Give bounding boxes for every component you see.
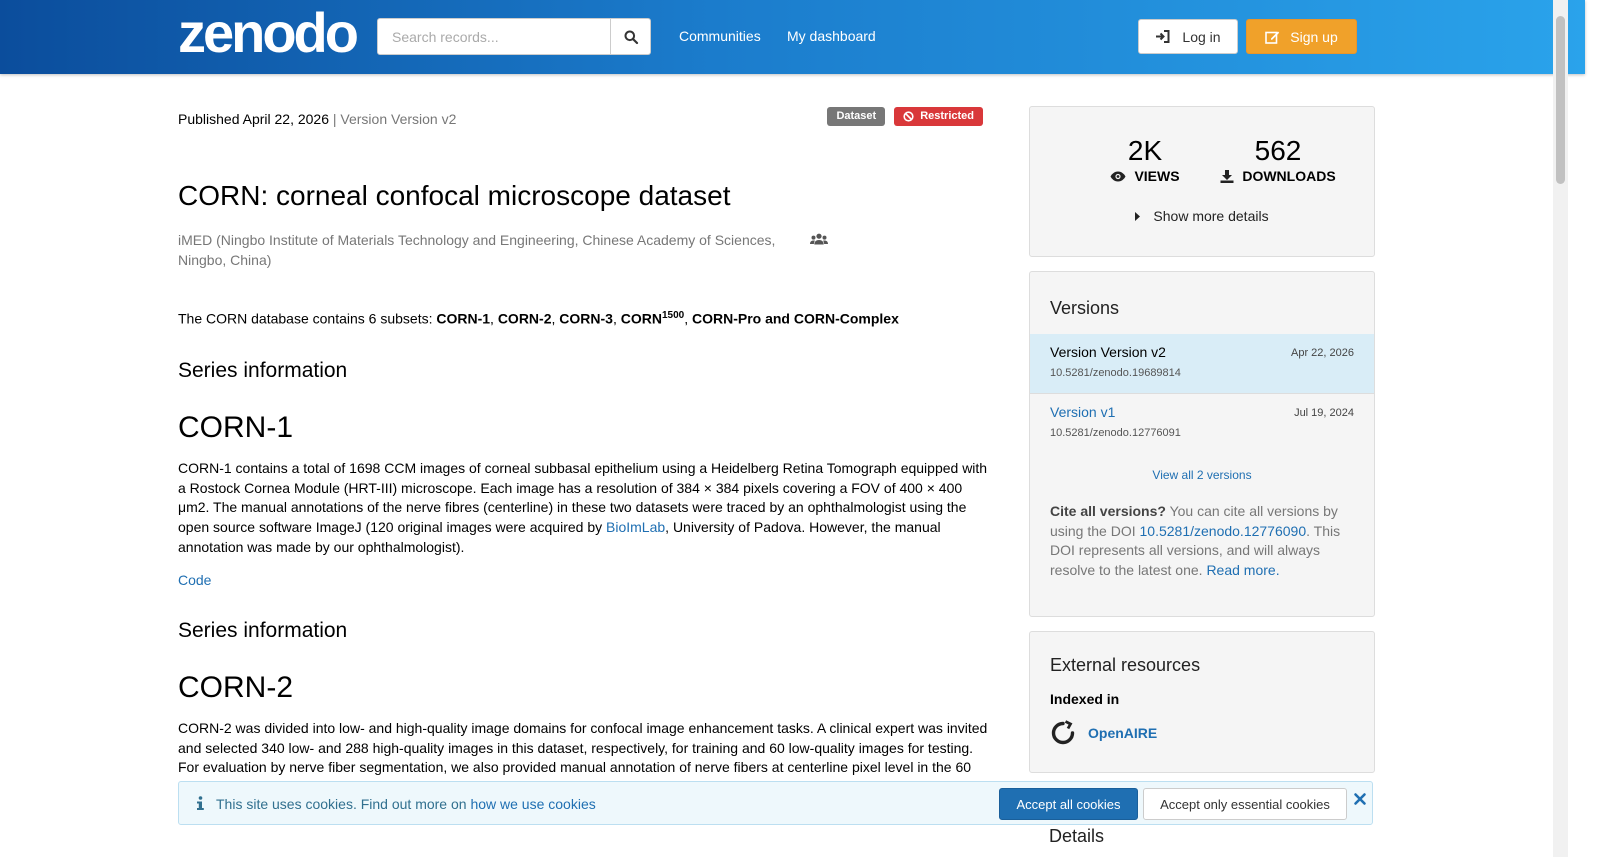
corn-1-text-b: , University of Padova. However, the manual annotation was made by our ophthalmologist).	[178, 519, 941, 555]
cite-all-versions	[1050, 502, 1350, 581]
view-all-versions-link[interactable]: View all 2 versions	[1152, 468, 1252, 482]
external-resources-panel	[1029, 631, 1375, 773]
download-icon	[1220, 169, 1234, 183]
subset-corn-2: CORN-2	[497, 310, 552, 327]
users-icon[interactable]	[810, 233, 828, 245]
versions-panel	[1029, 271, 1375, 617]
stats-panel	[1029, 106, 1375, 257]
cookie-text	[216, 796, 596, 812]
subset-corn-1: CORN-1	[436, 310, 491, 327]
sign-in-icon	[1155, 30, 1170, 43]
version-label: | Version Version v2	[332, 111, 457, 127]
search-icon	[624, 30, 638, 44]
version-date: Apr 22, 2026	[1291, 347, 1354, 359]
views-count: 2K	[1127, 135, 1163, 166]
login-button[interactable]	[1138, 19, 1238, 54]
corn-1-description	[178, 459, 988, 558]
zenodo-logo[interactable]	[178, 1, 356, 64]
signup-label: Sign up	[1290, 28, 1338, 45]
access-status-badge[interactable]	[894, 107, 983, 126]
concept-doi-link[interactable]: 10.5281/zenodo.12776090	[1139, 522, 1307, 539]
nav-my-dashboard[interactable]: My dashboard	[787, 28, 876, 44]
views-stat	[1090, 135, 1200, 184]
version-doi: 10.5281/zenodo.19689814	[1050, 367, 1181, 379]
signup-button[interactable]	[1246, 19, 1357, 54]
versions-title: Versions	[1050, 298, 1120, 318]
series-info-heading: Series information	[178, 359, 348, 382]
subset-corn-1500-sup: 1500	[661, 310, 685, 321]
ban-icon	[903, 111, 914, 122]
version-doi: 10.5281/zenodo.12776091	[1050, 427, 1181, 439]
views-label: VIEWS	[1134, 168, 1180, 184]
version-item-v1[interactable]	[1030, 393, 1374, 452]
code-link[interactable]: Code	[178, 572, 212, 588]
caret-right-icon	[1135, 212, 1141, 221]
openaire-logo-icon	[1050, 720, 1076, 746]
downloads-stat	[1218, 135, 1338, 184]
record-title: CORN: corneal confocal microscope dataset	[178, 180, 731, 211]
version-name: Version Version v2	[1050, 344, 1166, 360]
corn-1-text-a: CORN-1 contains a total of 1698 CCM images of corneal subbasal epithelium using a Heidelberg Retina Tomograph equipped with a Rostock Cornea Module (HRT-III) microscope. Each image has a resolution of 384 × 384 pixels covering a FOV of 400 × 400 μm2. The manual annotations of the nerve fibres (centerline) in these two datasets were traced by an ophthalmologist using the open source software ImageJ (120 original images were acquired by	[178, 460, 988, 536]
info-icon	[196, 796, 204, 810]
resource-type-badge[interactable]: Dataset	[827, 107, 885, 126]
edit-icon	[1265, 30, 1280, 44]
show-more-label: Show more details	[1153, 208, 1269, 224]
cite-text-2: . This DOI represents all versions, and will always resolve to the latest one.	[1050, 522, 1341, 579]
search-button[interactable]	[611, 18, 651, 55]
page-scrollbar[interactable]	[1553, 0, 1568, 857]
svg-text:zenodo: zenodo	[178, 1, 356, 64]
record-intro: The CORN database contains 6 subsets: CORN-1, CORN-2, CORN-3, $CORN^{1500}$, CORN-Pro and CORN-Complex	[178, 310, 899, 327]
top-navbar	[0, 0, 1585, 74]
version-item-v2[interactable]	[1030, 334, 1374, 393]
show-more-details[interactable]	[1030, 208, 1374, 224]
external-resources-title: External resources	[1050, 655, 1201, 675]
subset-corn-3: CORN-3	[559, 310, 613, 327]
openaire-label[interactable]: OpenAIRE	[1088, 725, 1158, 741]
indexed-in-label: Indexed in	[1050, 691, 1120, 707]
accept-all-cookies-button[interactable]: Accept all cookies	[999, 788, 1138, 820]
accept-essential-cookies-button[interactable]: Accept only essential cookies	[1143, 788, 1347, 820]
version-name-link[interactable]: Version v1	[1050, 404, 1116, 420]
eye-icon	[1110, 171, 1126, 182]
openaire-link[interactable]	[1050, 720, 1157, 746]
publication-info	[178, 111, 456, 127]
version-date: Jul 19, 2024	[1294, 407, 1354, 419]
cookie-message: This site uses cookies. Find out more on	[216, 796, 471, 812]
details-title: Details	[1049, 826, 1105, 846]
record-badges	[827, 107, 983, 126]
access-status-label: Restricted	[920, 110, 974, 122]
downloads-label: DOWNLOADS	[1242, 168, 1336, 184]
subset-corn-pro: CORN-Pro and CORN-Complex	[691, 310, 899, 327]
corn-1-heading: CORN-1	[178, 411, 294, 444]
corn-2-heading: CORN-2	[178, 671, 294, 704]
search-bar	[377, 18, 651, 55]
cookie-banner	[178, 781, 1373, 825]
search-input[interactable]	[377, 18, 611, 55]
corn-2-description: CORN-2 was divided into low- and high-quality image domains for confocal image enhancement tasks. A clinical expert was invited and selected 340 low- and 288 high-quality images in this dataset, respectively, for training and 60 low-quality images for testing. For evaluation by nerve fiber segmentation, we also provided manual annotation of nerve fibers at centerline pixel level in the 60	[178, 720, 988, 776]
read-more-link[interactable]: Read more.	[1206, 562, 1280, 579]
subset-corn-1500: CORN	[620, 310, 662, 327]
cite-bold: Cite all versions?	[1050, 503, 1166, 519]
series-info-heading-2: Series information	[178, 619, 348, 642]
close-icon[interactable]	[1354, 793, 1366, 805]
login-label: Log in	[1182, 28, 1221, 45]
scrollbar-thumb[interactable]	[1556, 16, 1565, 184]
intro-prefix: The CORN database contains 6 subsets:	[178, 310, 437, 327]
cookie-policy-link[interactable]: how we use cookies	[470, 796, 596, 812]
nav-communities[interactable]: Communities	[679, 28, 761, 44]
downloads-count: 562	[1254, 135, 1302, 166]
creator-affiliation[interactable]: iMED (Ningbo Institute of Materials Technology and Engineering, Chinese Academy of Sciences, Ningbo, China)	[178, 232, 776, 268]
cite-text-1: You can cite all versions by using the DOI	[1050, 503, 1338, 539]
published-date: Published April 22, 2026	[178, 111, 329, 127]
bioimlab-link[interactable]: BioImLab	[606, 519, 666, 536]
